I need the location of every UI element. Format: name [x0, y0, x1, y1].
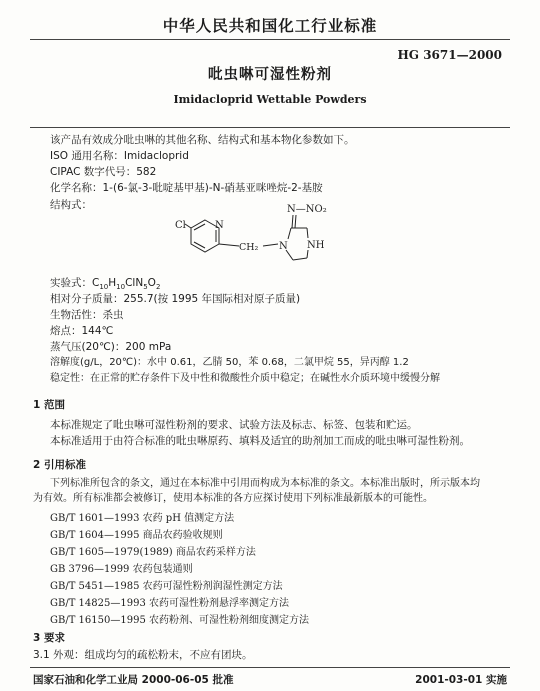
iso-name: ISO 通用名称：Imidacloprid [50, 150, 189, 162]
refs-intro-line-2: 为有效。所有标准都会被修订，使用本标准的各方应探讨使用下列标准最新版本的可能性。 [33, 493, 433, 504]
section-1-heading: 1 范围 [33, 399, 65, 411]
nh-label: NH [307, 240, 325, 251]
title-rule [30, 127, 510, 128]
section-2-heading: 2 引用标准 [33, 459, 86, 471]
chlorine-label: Cl [175, 220, 186, 231]
scope-para-1: 本标准规定了吡虫啉可湿性粉剂的要求、试验方法及标志、标签、包装和贮运。 [50, 419, 418, 431]
ref-item: GB/T 14825—1993 农药可湿性粉剂悬浮率测定方法 [50, 598, 289, 609]
melting-point: 熔点：144℃ [50, 325, 114, 337]
ring-n-label: N [279, 241, 288, 252]
ref-item: GB/T 1605—1979(1989) 商品农药采样方法 [50, 547, 256, 558]
nitro-label: N—NO₂ [287, 204, 327, 215]
bio-activity: 生物活性：杀虫 [50, 309, 124, 321]
empirical-formula: 实验式：$C_{10}H_{10}ClN_5O_2$ [50, 277, 161, 292]
solubility: 溶解度(g/L，20℃)：水中 0.61，乙腈 50，苯 0.68，二氯甲烷 55，异丙醇 1.2 [50, 357, 409, 368]
standard-code: HG 3671—2000 [397, 48, 502, 62]
section-3-heading: 3 要求 [33, 632, 65, 644]
ref-item: GB/T 16150—1995 农药粉剂、可湿性粉剂细度测定方法 [50, 615, 309, 626]
vapor-pressure: 蒸气压(20℃)：200 mPa [50, 341, 172, 353]
ref-item: GB/T 1601—1993 农药 pH 值测定方法 [50, 513, 235, 524]
ref-item: GB/T 1604—1995 商品农药验收规则 [50, 530, 223, 541]
footer-rule [30, 667, 510, 668]
ref-item: GB/T 5451—1985 农药可湿性粉剂润湿性测定方法 [50, 581, 283, 592]
molecular-mass: 相对分子质量：255.7(按 1995 年国际相对原子质量) [50, 293, 301, 305]
cipac-code: CIPAC 数字代号：582 [50, 166, 157, 178]
intro-text: 该产品有效成分吡虫啉的其他名称、结构式和基本物化参数如下。 [50, 134, 355, 146]
structural-formula [175, 198, 375, 273]
scope-para-2: 本标准适用于由符合标准的吡虫啉原药、填料及适宜的助剂加工而成的吡虫啉可湿性粉剂。 [50, 435, 470, 447]
methylene-label: CH₂ [239, 242, 259, 253]
refs-intro-line-1: 下列标准所包含的条文，通过在本标准中引用而构成为本标准的条文。本标准出版时，所示版本均 [50, 478, 480, 489]
structure-label: 结构式： [50, 199, 92, 211]
effective-date: 2001-03-01 实施 [415, 674, 507, 686]
pyridine-n-label: N [215, 220, 224, 231]
chemical-name: 化学名称：1-(6-氯-3-吡啶基甲基)-N-硝基亚咪唑烷-2-基胺 [50, 182, 323, 194]
agency-title: 中华人民共和国化工行业标准 [162, 17, 378, 35]
doc-title-en: Imidacloprid Wettable Powders [173, 93, 367, 106]
stability: 稳定性：在正常的贮存条件下及中性和微酸性介质中稳定；在碱性水介质环境中缓慢分解 [50, 373, 440, 384]
requirement-3-1: 3.1 外观：组成均匀的疏松粉末，不应有团块。 [33, 649, 253, 661]
ref-item: GB 3796—1999 农药包装通则 [50, 564, 193, 575]
header-rule [30, 39, 510, 40]
doc-title-zh: 吡虫啉可湿性粉剂 [208, 67, 332, 83]
approval-line: 国家石油和化学工业局 2000-06-05 批准 [33, 674, 234, 686]
